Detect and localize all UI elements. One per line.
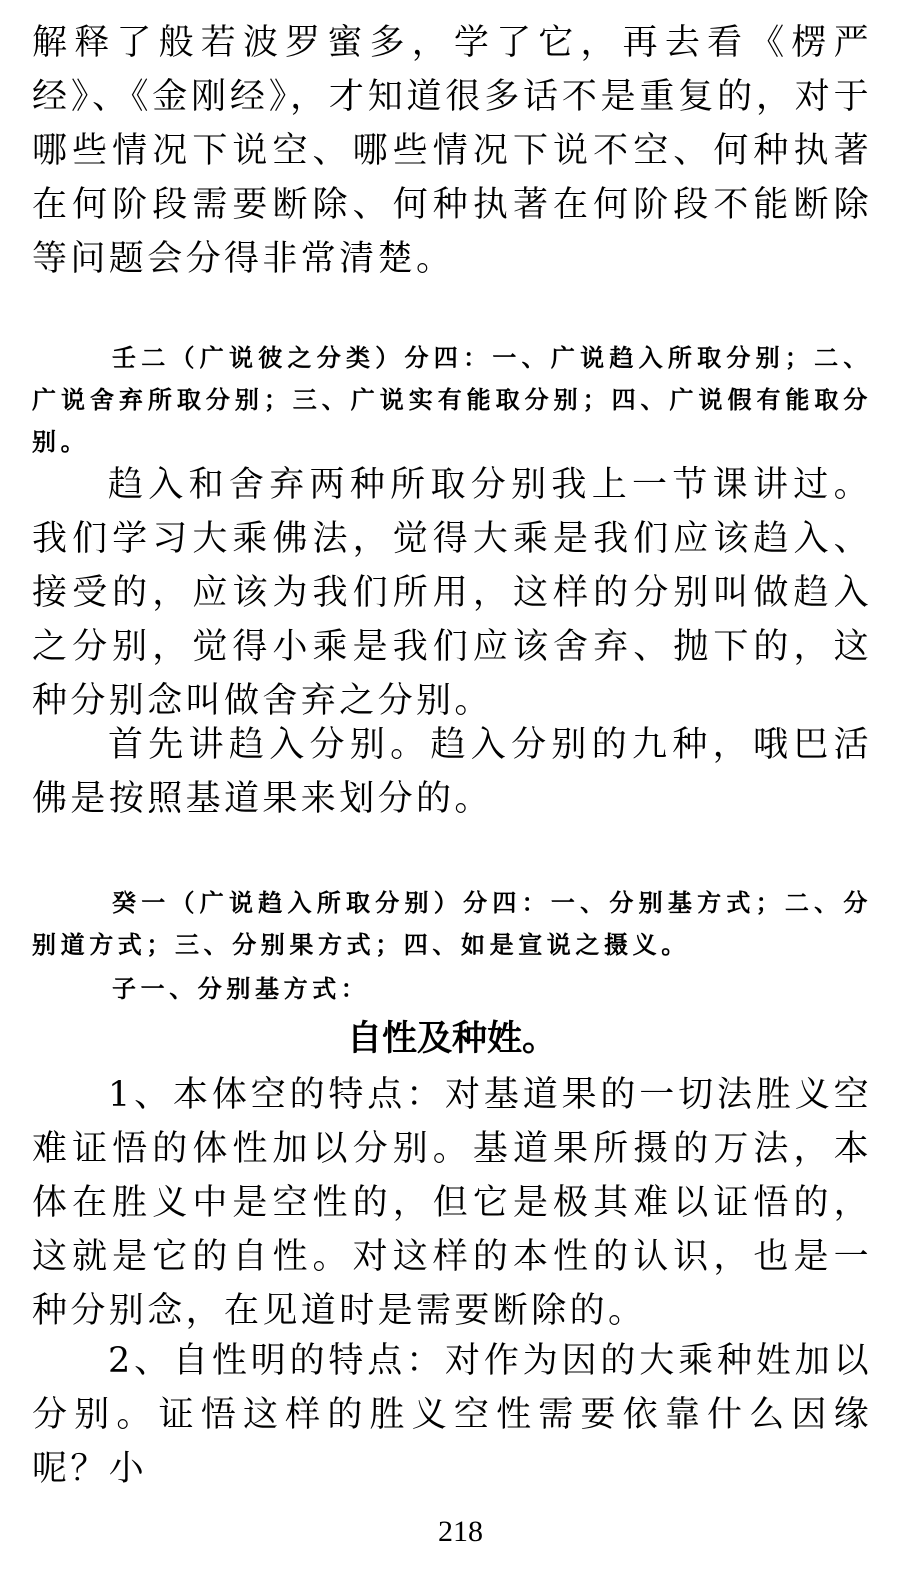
page-number: 218	[438, 1515, 483, 1548]
section-heading-ren-er: 壬二（广说彼之分类）分四：一、广说趋入所取分别；二、广说舍弃所取分别；三、广说实有能取分别；四、广说假有能取分别。	[32, 344, 872, 456]
section-heading-gui-yi: 癸一（广说趋入所取分别）分四：一、分别基方式；二、分别道方式；三、分别果方式；四、如是宣说之摄义。	[32, 889, 872, 959]
body-paragraph-3: 首先讲趋入分别。趋入分别的九种，哦巴活佛是按照基道果来划分的。	[32, 725, 872, 819]
body-paragraph-4: 1、本体空的特点：对基道果的一切法胜义空难证悟的体性加以分别。基道果所摄的万法，本体在胜义中是空性的，但它是极其难以证悟的，这就是它的自性。对这样的本性的认识，也是一种分别念，在见道时是需要断除的。	[32, 1075, 872, 1331]
body-paragraph-1: 解释了般若波罗蜜多，学了它，再去看《楞严经》、《金刚经》，才知道很多话不是重复的，对于哪些情况下说空、哪些情况下说不空、何种执著在何阶段需要断除、何种执著在何阶段不能断除等问题会分得非常清楚。	[32, 23, 872, 279]
document-page	[32, 0, 872, 1588]
body-paragraph-5: 2、自性明的特点：对作为因的大乘种姓加以分别。证悟这样的胜义空性需要依靠什么因缘呢？小	[32, 1341, 872, 1489]
verse-title: 自性及种姓。	[346, 1019, 557, 1059]
subsection-heading-zi-yi: 子一、分别基方式：	[112, 975, 370, 1003]
body-paragraph-2: 趋入和舍弃两种所取分别我上一节课讲过。我们学习大乘佛法，觉得大乘是我们应该趋入、接受的，应该为我们所用，这样的分别叫做趋入之分别，觉得小乘是我们应该舍弃、抛下的，这种分别念叫做舍弃之分别。	[32, 465, 872, 721]
